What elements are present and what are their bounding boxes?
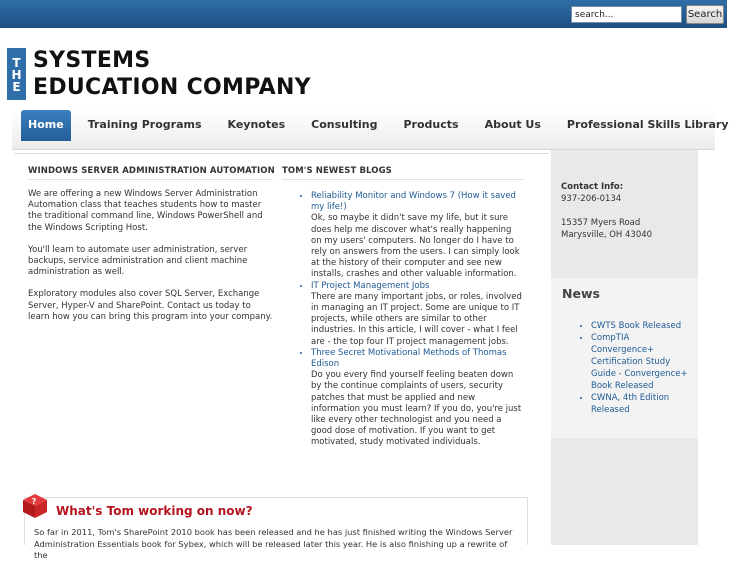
- nav-products[interactable]: Products: [403, 118, 459, 131]
- nav-home[interactable]: Home: [21, 110, 71, 141]
- contact-phone: 937-206-0134: [561, 194, 622, 204]
- tom-title: What's Tom working on now?: [56, 504, 253, 518]
- blog-item: [311, 191, 524, 281]
- news-item[interactable]: [591, 392, 695, 416]
- search-button[interactable]: Search: [686, 5, 724, 24]
- main-column: [28, 166, 273, 323]
- blog-summary: Do you every find yourself feeling beaten down by the continue complaints of users, security patches that must be applied and new information you must learn? If you do, you're just like every other technologist and you need a good dose of motivation. If you want to get motivated, study motivated individuals.: [311, 370, 522, 448]
- logo-systems: SYSTEMS: [33, 48, 151, 73]
- nav-training-programs[interactable]: Training Programs: [87, 118, 202, 131]
- main-nav: [12, 110, 729, 150]
- svg-text:?: ?: [31, 497, 37, 506]
- top-bar: [0, 0, 727, 28]
- blog-link[interactable]: • Reliability Monitor and Windows 7 (How it saved my life!): [311, 191, 516, 213]
- contact-label: Contact Info:: [561, 182, 624, 192]
- contact-address-line2: Marysville, OH 43040: [561, 230, 653, 240]
- blog-link[interactable]: • IT Project Management Jobs: [311, 280, 430, 291]
- logo-the: THE: [9, 56, 24, 92]
- blog-link[interactable]: • Three Secret Motivational Methods of Thomas Edison: [311, 347, 507, 370]
- news-link[interactable]: CompTIA Convergence+ Certification Study Guide - Convergence+ Book Released: [591, 333, 688, 391]
- blog-item: [311, 281, 524, 348]
- blog-item: [311, 348, 524, 449]
- news-box: [551, 278, 698, 438]
- logo-education-company: EDUCATION COMPANY: [33, 75, 311, 100]
- news-item[interactable]: [591, 332, 695, 392]
- news-link[interactable]: CWNA, 4th Edition Released: [591, 393, 670, 415]
- blogs-title: TOM'S NEWEST BLOGS: [282, 166, 524, 180]
- news-list: [591, 320, 695, 416]
- news-item[interactable]: [591, 320, 695, 332]
- nav-keynotes[interactable]: Keynotes: [227, 118, 286, 131]
- nav-professional-skills-library[interactable]: Professional Skills Library: [566, 118, 729, 131]
- blog-summary: There are many important jobs, or roles, involved in managing an IT project. Some are unique to IT projects, while others are similar to other industries. In this article, I will cover - what I feel are - the top four IT project management jobs.: [311, 291, 522, 347]
- main-paragraph: We are offering a new Windows Server Administration Automation class that teaches students how to master the traditional command line, Windows PowerShell and the Windows Scripting Host.: [28, 189, 263, 233]
- content-divider: [14, 153, 549, 154]
- question-cube-icon: [21, 492, 49, 520]
- news-link[interactable]: CWTS Book Released: [591, 321, 682, 331]
- nav-consulting[interactable]: Consulting: [311, 118, 378, 131]
- blogs-column: [282, 166, 524, 449]
- main-paragraph: You'll learn to automate user administration, server backups, service administration and client machine administration as well.: [28, 244, 248, 278]
- blog-summary: Ok, so maybe it didn't save my life, but it sure does help me discover what's really happening on my users' computers. No longer do I have to rely on answers from the users. I can simply look at the history of their computer and see new installs, crashes and other valuable information.: [311, 213, 520, 280]
- main-paragraph: Exploratory modules also cover SQL Server, Exchange Server, Hyper-V and SharePoint. Contact us today to learn how you can bring this program into your company.: [28, 289, 273, 322]
- contact-info: [561, 181, 652, 241]
- sidebar: [551, 150, 698, 545]
- nav-about-us[interactable]: About Us: [484, 118, 541, 131]
- tom-text: So far in 2011, Tom's SharePoint 2010 book has been released and he has just finished writing the Windows Server Administration Essentials book for Sybex, which will be released later this year. He is also finishing up a rewrite of the: [34, 527, 513, 560]
- search-input[interactable]: [571, 6, 682, 23]
- contact-address-line1: 15357 Myers Road: [561, 218, 641, 228]
- main-title: WINDOWS SERVER ADMINISTRATION AUTOMATION: [28, 166, 273, 180]
- news-title: News: [562, 286, 600, 301]
- blog-list: [282, 191, 524, 449]
